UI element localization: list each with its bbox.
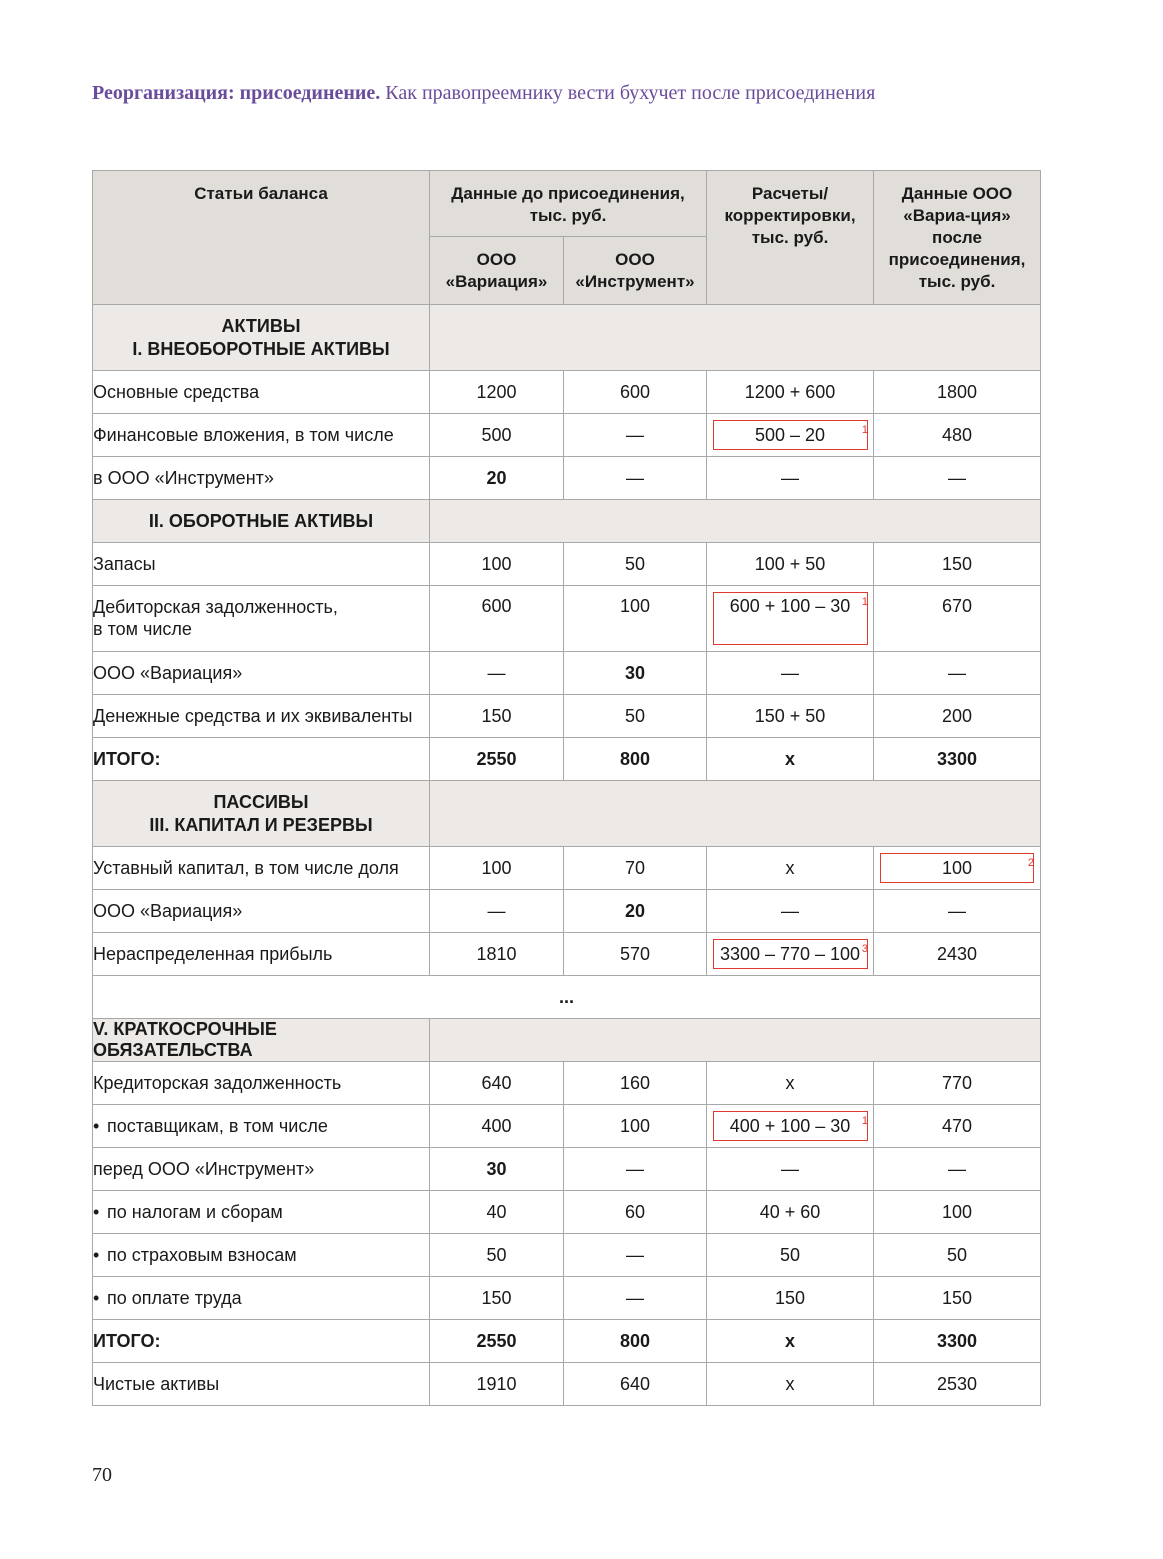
header-instrument	[564, 237, 707, 305]
table-row	[93, 652, 1041, 695]
cell-result: —	[874, 1148, 1041, 1191]
cell-calc	[707, 414, 874, 457]
cell-calc: 50	[707, 1234, 874, 1277]
cell-result: 200	[874, 695, 1041, 738]
row-label-line1: Дебиторская задолженность,	[93, 597, 338, 617]
bullet: •	[93, 1288, 100, 1308]
table-row	[93, 457, 1041, 500]
cell-variatsiya: 600	[430, 586, 564, 652]
cell-instrument: 50	[564, 543, 707, 586]
cell-result: 50	[874, 1234, 1041, 1277]
cell-instrument: 570	[564, 933, 707, 976]
cell-calc: 40 + 60	[707, 1191, 874, 1234]
cell-calc: —	[707, 652, 874, 695]
table-row	[93, 1062, 1041, 1105]
table-row	[93, 695, 1041, 738]
header-variatsiya	[430, 237, 564, 305]
cell-variatsiya: 400	[430, 1105, 564, 1148]
header-instrument-line1: ООО	[615, 250, 655, 269]
cell-calc: 1200 + 600	[707, 371, 874, 414]
row-label: Запасы	[93, 543, 430, 586]
cell-variatsiya: 20	[430, 457, 564, 500]
section-title	[93, 305, 430, 371]
cell-result	[874, 847, 1041, 890]
section-row	[93, 500, 1041, 543]
table-row	[93, 1277, 1041, 1320]
row-label-text: по налогам и сборам	[107, 1202, 283, 1222]
cell-variatsiya: 150	[430, 695, 564, 738]
ellipsis-row	[93, 976, 1041, 1019]
header-bold: Реорганизация: присоединение.	[92, 82, 381, 104]
cell-variatsiya: 640	[430, 1062, 564, 1105]
table-row	[93, 847, 1041, 890]
cell-result: 2430	[874, 933, 1041, 976]
row-label-line2: в том числе	[93, 619, 192, 639]
row-label: Основные средства	[93, 371, 430, 414]
result-value: 100	[941, 857, 973, 878]
cell-calc: 100 + 50	[707, 543, 874, 586]
balance-table	[92, 170, 1041, 1406]
footnote-marker: 1	[861, 424, 869, 436]
cell-variatsiya: 2550	[430, 738, 564, 781]
page-header	[92, 82, 875, 105]
calc-value: 500 – 20	[754, 424, 826, 445]
row-label	[93, 1234, 430, 1277]
cell-instrument: 600	[564, 371, 707, 414]
section-title-line1: ПАССИВЫ	[213, 791, 309, 812]
table-row	[93, 543, 1041, 586]
cell-variatsiya: 40	[430, 1191, 564, 1234]
cell-instrument: 160	[564, 1062, 707, 1105]
cell-variatsiya: 1200	[430, 371, 564, 414]
table-row	[93, 890, 1041, 933]
section-title: V. КРАТКОСРОЧНЫЕ ОБЯЗАТЕЛЬСТВА	[93, 1019, 430, 1062]
cell-result: 770	[874, 1062, 1041, 1105]
section-filler	[430, 781, 1041, 847]
table-row	[93, 586, 1041, 652]
row-label: перед ООО «Инструмент»	[93, 1148, 430, 1191]
bullet: •	[93, 1116, 100, 1136]
row-label: Денежные средства и их эквиваленты	[93, 695, 430, 738]
footnote-marker: 3	[861, 943, 869, 955]
row-label: Финансовые вложения, в том числе	[93, 414, 430, 457]
section-title	[93, 781, 430, 847]
cell-instrument: 100	[564, 586, 707, 652]
cell-instrument: 70	[564, 847, 707, 890]
row-label: ИТОГО:	[93, 1320, 430, 1363]
cell-calc: —	[707, 457, 874, 500]
cell-result: —	[874, 457, 1041, 500]
bullet: •	[93, 1245, 100, 1265]
section-filler	[430, 305, 1041, 371]
row-label: ИТОГО:	[93, 738, 430, 781]
cell-variatsiya: 100	[430, 847, 564, 890]
section-row	[93, 1019, 1041, 1062]
bullet: •	[93, 1202, 100, 1222]
header-variatsiya-line2: «Вариация»	[445, 272, 548, 291]
section-title-line1: АКТИВЫ	[221, 315, 301, 336]
cell-instrument: 20	[564, 890, 707, 933]
cell-result: 480	[874, 414, 1041, 457]
row-label	[93, 1191, 430, 1234]
cell-variatsiya: 1910	[430, 1363, 564, 1406]
cell-instrument: 100	[564, 1105, 707, 1148]
cell-instrument: 640	[564, 1363, 707, 1406]
header-instrument-line2: «Инструмент»	[575, 272, 695, 291]
cell-instrument: 30	[564, 652, 707, 695]
header-variatsiya-line1: ООО	[476, 250, 517, 269]
table-row	[93, 1234, 1041, 1277]
cell-calc: —	[707, 890, 874, 933]
section-title-line2: I. ВНЕОБОРОТНЫЕ АКТИВЫ	[132, 338, 390, 359]
row-label: Кредиторская задолженность	[93, 1062, 430, 1105]
row-label: Чистые активы	[93, 1363, 430, 1406]
row-label-text: поставщикам, в том числе	[107, 1116, 328, 1136]
row-label-text: по страховым взносам	[107, 1245, 297, 1265]
cell-variatsiya: 150	[430, 1277, 564, 1320]
cell-calc: —	[707, 1148, 874, 1191]
section-row	[93, 781, 1041, 847]
table-row	[93, 371, 1041, 414]
cell-calc: х	[707, 1320, 874, 1363]
total-row	[93, 1320, 1041, 1363]
cell-calc: 150 + 50	[707, 695, 874, 738]
cell-result: 3300	[874, 738, 1041, 781]
table-row	[93, 1191, 1041, 1234]
calc-value: 600 + 100 – 30	[729, 596, 851, 616]
table-row	[93, 1363, 1041, 1406]
cell-instrument: —	[564, 457, 707, 500]
cell-instrument: —	[564, 1234, 707, 1277]
row-label-text: по оплате труда	[107, 1288, 242, 1308]
cell-result: 1800	[874, 371, 1041, 414]
cell-variatsiya: —	[430, 652, 564, 695]
section-title-line2: III. КАПИТАЛ И РЕЗЕРВЫ	[149, 814, 373, 835]
table-row	[93, 1105, 1041, 1148]
calc-value: 3300 – 770 – 100	[719, 943, 861, 964]
cell-calc: 150	[707, 1277, 874, 1320]
footnote-marker: 1	[861, 596, 869, 608]
footnote-marker: 1	[861, 1115, 869, 1127]
cell-calc	[707, 1105, 874, 1148]
cell-instrument: 800	[564, 1320, 707, 1363]
cell-result: 470	[874, 1105, 1041, 1148]
row-label	[93, 1277, 430, 1320]
header-after-merge: Данные ООО «Вариа-ция» после присоединения, тыс. руб.	[874, 171, 1041, 305]
table-row	[93, 1148, 1041, 1191]
cell-result: 670	[874, 586, 1041, 652]
section-row	[93, 305, 1041, 371]
section-filler	[430, 1019, 1041, 1062]
cell-instrument: 60	[564, 1191, 707, 1234]
cell-variatsiya: 500	[430, 414, 564, 457]
row-label: Уставный капитал, в том числе доля	[93, 847, 430, 890]
cell-calc	[707, 933, 874, 976]
ellipsis: ...	[93, 976, 1041, 1019]
cell-result: 150	[874, 543, 1041, 586]
table-row	[93, 414, 1041, 457]
cell-variatsiya: 50	[430, 1234, 564, 1277]
cell-variatsiya: 1810	[430, 933, 564, 976]
footnote-marker: 2	[1027, 857, 1035, 869]
cell-instrument: —	[564, 1277, 707, 1320]
row-label	[93, 1105, 430, 1148]
cell-variatsiya: 30	[430, 1148, 564, 1191]
cell-instrument: 800	[564, 738, 707, 781]
cell-calc: х	[707, 847, 874, 890]
section-title: II. ОБОРОТНЫЕ АКТИВЫ	[93, 500, 430, 543]
cell-result: 150	[874, 1277, 1041, 1320]
cell-instrument: 50	[564, 695, 707, 738]
cell-calc: х	[707, 1363, 874, 1406]
cell-result: 2530	[874, 1363, 1041, 1406]
page-number: 70	[92, 1464, 112, 1486]
cell-calc: х	[707, 1062, 874, 1105]
cell-variatsiya: 2550	[430, 1320, 564, 1363]
cell-result: 100	[874, 1191, 1041, 1234]
total-row	[93, 738, 1041, 781]
cell-instrument: —	[564, 1148, 707, 1191]
cell-result: 3300	[874, 1320, 1041, 1363]
cell-calc	[707, 586, 874, 652]
row-label: ООО «Вариация»	[93, 890, 430, 933]
cell-instrument: —	[564, 414, 707, 457]
cell-variatsiya: 100	[430, 543, 564, 586]
row-label: в ООО «Инструмент»	[93, 457, 430, 500]
header-text: Как правопреемнику вести бухучет после присоединения	[380, 82, 876, 104]
header-balance-items: Статьи баланса	[93, 171, 430, 305]
header-calculations: Расчеты/ корректировки, тыс. руб.	[707, 171, 874, 305]
table-row	[93, 933, 1041, 976]
row-label: Нераспределенная прибыль	[93, 933, 430, 976]
cell-calc: х	[707, 738, 874, 781]
cell-result: —	[874, 652, 1041, 695]
row-label: ООО «Вариация»	[93, 652, 430, 695]
cell-result: —	[874, 890, 1041, 933]
row-label	[93, 586, 430, 652]
header-before-merge: Данные до присоединения, тыс. руб.	[430, 171, 707, 237]
section-filler	[430, 500, 1041, 543]
calc-value: 400 + 100 – 30	[729, 1115, 851, 1136]
cell-variatsiya: —	[430, 890, 564, 933]
